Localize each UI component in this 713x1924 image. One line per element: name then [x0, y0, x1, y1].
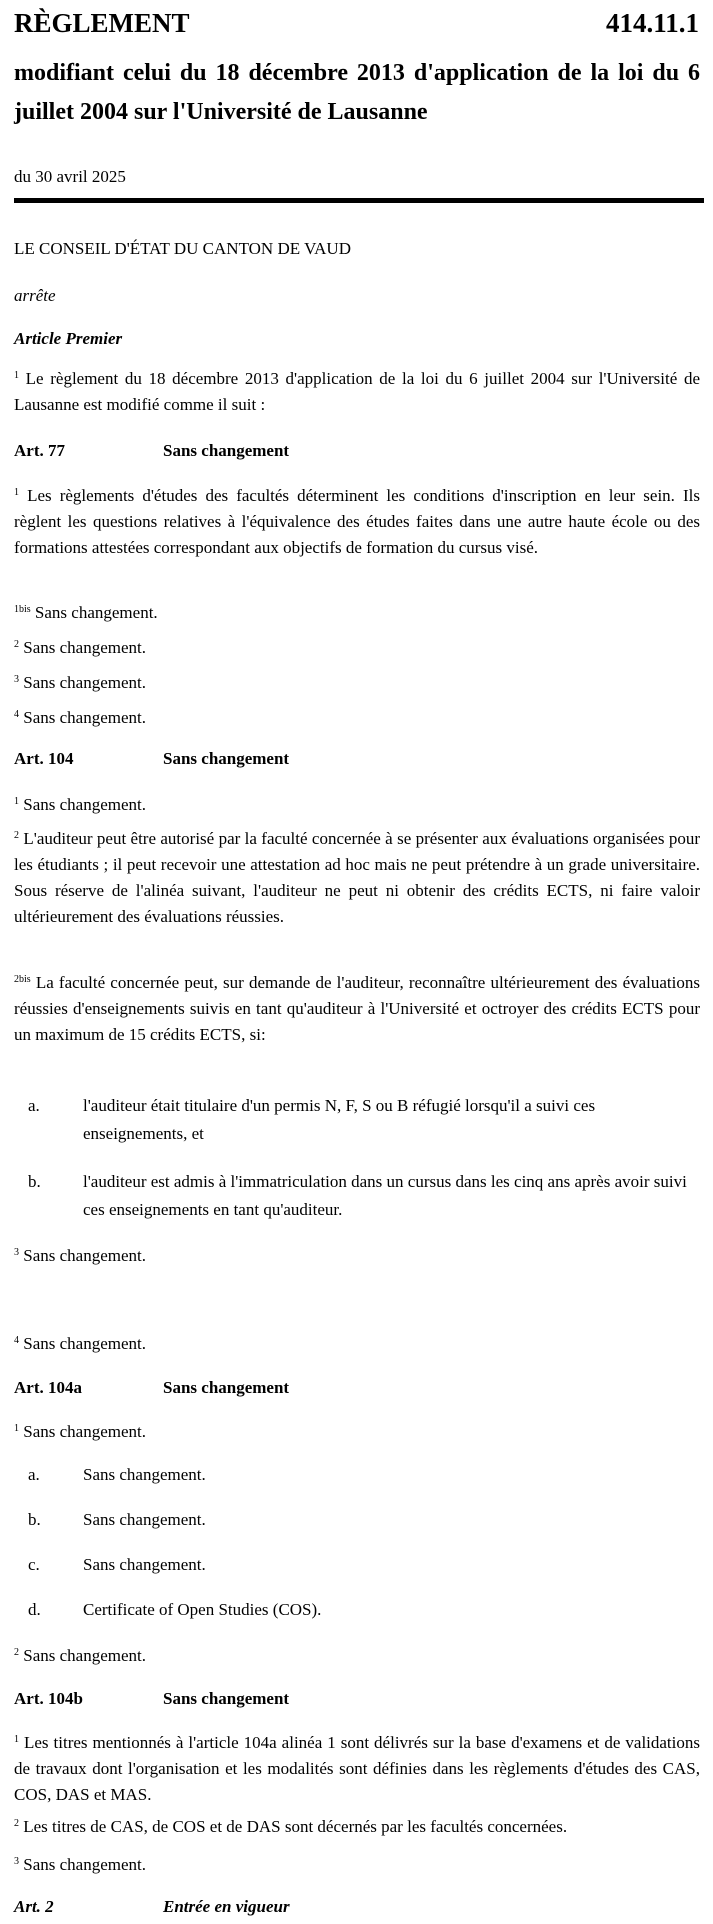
document-number: 414.11.1 — [605, 8, 699, 38]
list-marker: c. — [28, 1555, 40, 1574]
list-text: Sans changement. — [83, 1465, 206, 1484]
preamble-decree: arrête — [14, 286, 56, 305]
list-text: Sans changement. — [83, 1510, 206, 1529]
art-104-paragraph-1: $^1$ Sans changement. — [14, 795, 146, 814]
art-104a-paragraph-1: $^1$ Sans changement. — [14, 1422, 146, 1441]
art-77-paragraph-2: $^2$ Sans changement. — [14, 638, 146, 657]
preamble-authority: LE CONSEIL D'ÉTAT DU CANTON DE VAUD — [14, 239, 351, 258]
list-text: Sans changement. — [83, 1555, 206, 1574]
article-premier-paragraph-1: $^1$ Le règlement du 18 décembre 2013 d'application de la loi du 6 juillet 2004 sur l'Université de Lausanne est modifié comme il suit : — [14, 369, 700, 414]
art-104-title: Sans changement — [163, 749, 290, 768]
art-104a-paragraph-2: $^2$ Sans changement. — [14, 1646, 146, 1665]
list-text: l'auditeur était titulaire d'un permis N, F, S ou B réfugié lorsqu'il a suivi ces enseignements, et — [83, 1096, 596, 1143]
art-104b-paragraph-2: $^2$ Les titres de CAS, de COS et de DAS sont décernés par les facultés concernées. — [14, 1817, 568, 1836]
art-104b-number: Art. 104b — [14, 1689, 83, 1708]
art-77-paragraph-1bis: $^{1bis}$ Sans changement. — [14, 603, 158, 622]
document-type: RÈGLEMENT — [14, 8, 190, 38]
art-104a-title: Sans changement — [163, 1378, 290, 1397]
art-104b-paragraph-3: $^3$ Sans changement. — [14, 1855, 146, 1874]
list-item — [28, 1168, 700, 1224]
art-77-number: Art. 77 — [14, 441, 65, 460]
art-104-paragraph-2: $^2$ L'auditeur peut être autorisé par la faculté concernée à se présenter aux évaluations organisées pour les étudiants ; il peut recevoir une attestation ad hoc mais ne peut prétendre à un grade universitaire. Sous réserve de l'alinéa suivant, l'auditeur ne peut ni obtenir des crédits ECTS, ni faire valoir ultérieurement des évaluations réussies. — [14, 829, 700, 926]
art-2-number: Art. 2 — [14, 1897, 54, 1916]
art-104b-paragraph-1: $^1$ Les titres mentionnés à l'article 104a alinéa 1 sont délivrés sur la base d'examens et de validations de travaux dont l'organisation et les modalités sont définies dans les règlements d'études des CAS, COS, DAS et MAS. — [14, 1733, 700, 1804]
art-104a-number: Art. 104a — [14, 1378, 82, 1397]
list-marker: a. — [28, 1096, 40, 1115]
art-77-title: Sans changement — [163, 441, 290, 460]
art-2-title: Entrée en vigueur — [163, 1897, 290, 1916]
art-104-paragraph-4: $^4$ Sans changement. — [14, 1334, 146, 1353]
art-104b-title: Sans changement — [163, 1689, 290, 1708]
document-date: du 30 avril 2025 — [14, 167, 126, 186]
document-subtitle: modifiant celui du 18 décembre 2013 d'application de la loi du 6 juillet 2004 sur l'Université de Lausanne — [14, 60, 700, 125]
list-marker: b. — [28, 1510, 41, 1529]
document-header — [14, 6, 699, 40]
list-marker: b. — [28, 1172, 41, 1191]
art-77-paragraph-1: $^1$ Les règlements d'études des facultés déterminent les conditions d'inscription en leur sein. Ils règlent les questions relatives à l'équivalence des études faites dans une autre haute école ou des formations attestées correspondant aux objectifs de formation du cursus visé. — [14, 486, 700, 557]
list-marker: a. — [28, 1465, 40, 1484]
list-text: Certificate of Open Studies (COS). — [83, 1600, 322, 1619]
art-77-paragraph-4: $^4$ Sans changement. — [14, 708, 146, 727]
art-104-number: Art. 104 — [14, 749, 74, 768]
art-104-paragraph-2bis: $^{2bis}$ La faculté concernée peut, sur demande de l'auditeur, reconnaître ultérieurement des évaluations réussies d'enseignements suivis en tant qu'auditeur à l'Université et octroyer des crédits ECTS pour un maximum de 15 crédits ECTS, si: — [14, 973, 700, 1044]
list-text: l'auditeur est admis à l'immatriculation dans un cursus dans les cinq ans après avoir suivi ces enseignements en tant qu'auditeur. — [83, 1172, 687, 1219]
list-marker: d. — [28, 1600, 41, 1619]
list-item — [28, 1092, 700, 1148]
art-77-paragraph-3: $^3$ Sans changement. — [14, 673, 146, 692]
art-104-paragraph-3: $^3$ Sans changement. — [14, 1246, 146, 1265]
header-divider — [14, 198, 704, 203]
article-premier-heading: Article Premier — [14, 329, 123, 348]
